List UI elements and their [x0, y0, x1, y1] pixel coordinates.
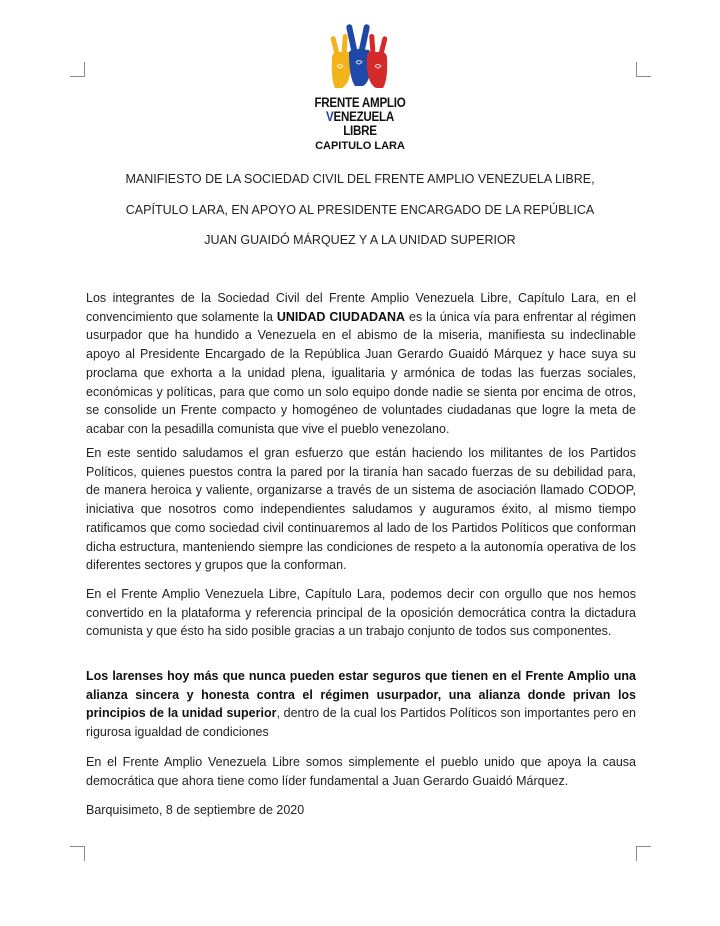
logo-line-2-rest: ENEZUELA LIBRE: [333, 109, 394, 138]
victory-hands-icon: [327, 22, 393, 92]
logo-line-2: [308, 110, 411, 138]
logo: [300, 22, 420, 153]
crop-mark-top-left: [70, 62, 85, 77]
paragraph-1-bold: UNIDAD CIUDADANA: [276, 309, 406, 324]
logo-line-1: FRENTE AMPLIO: [314, 95, 406, 110]
document-title-line-1: MANIFIESTO DE LA SOCIEDAD CIVIL DEL FRENTE AMPLIO VENEZUELA LIBRE,: [125, 172, 595, 186]
logo-line-3: CAPITULO LARA: [315, 140, 405, 152]
paragraph-1-text-a: Los integrantes de la Sociedad Civil del Frente Amplio Venezuela Libre, Capítulo Lara, en el convencimiento que solamente la: [86, 291, 636, 324]
paragraph-3: En el Frente Amplio Venezuela Libre, Capítulo Lara, podemos decir con orgullo que nos hemos convertido en la plataforma y referencia principal de la oposición democrática contra la dictadura comunista y que ésto ha sido posible gracias a un trabajo conjunto de todos sus componentes.: [86, 587, 636, 639]
paragraph-4-rest: , dentro de la cual los Partidos Políticos son importantes pero en rigurosa igualdad de condiciones: [86, 706, 636, 740]
paragraph-4-bold: Los larenses hoy más que nunca pueden estar seguros que tienen en el Frente Amplio una alianza sincera y honesta contra el régimen usurpador, una alianza donde privan los principios de la unidad superior: [86, 669, 636, 721]
paragraph-2: En este sentido saludamos el gran esfuerzo que están haciendo los militantes de los Partidos Políticos, quienes puestos contra la pared por la tiranía han sacado fuerzas de su debilidad para, de manera heroica y valiente, organizarse a través de un sistema de asociación llamado CODOP, iniciativa que nosotros como independientes saludamos y auguramos éxito, al mismo tiempo ratificamos que como sociedad civil continuaremos al lado de los Partidos Políticos que conforman dicha estructura, manteniendo siempre las condiciones de respeto a la autonomía operativa de los diferentes sectores y grupos que la conforman.: [86, 446, 636, 573]
paragraph-4: [86, 667, 636, 742]
crop-mark-bottom-right: [636, 846, 651, 861]
document-title-line-2: CAPÍTULO LARA, EN APOYO AL PRESIDENTE ENCARGADO DE LA REPÚBLICA: [125, 203, 595, 217]
document-title-line-3: JUAN GUAIDÓ MÁRQUEZ Y A LA UNIDAD SUPERIOR: [204, 233, 516, 247]
crop-mark-top-right: [636, 62, 651, 77]
date-line: Barquisimeto, 8 de septiembre de 2020: [86, 803, 305, 817]
paragraph-5: En el Frente Amplio Venezuela Libre somos simplemente el pueblo unido que apoya la causa democrática que ahora tiene como líder fundamental a Juan Gerardo Guaidó Márquez.: [86, 755, 636, 788]
crop-mark-bottom-left: [70, 846, 85, 861]
paragraph-1-text-b: es la única vía para enfrentar al régimen usurpador que ha hundido a Venezuela en el abismo de la miseria, manifiesta su indeclinable apoyo al Presidente Encargado de la República Juan Gerardo Guaidó Márquez y hace suya su proclama que exhorta a la unidad plena, igualitaria y armónica de todas las fuerzas sociales, económicas y políticas, para que como un solo equipo donde nadie se sienta por encima de otros, se consolide un Frente compacto y homogéneo de voluntades ciudadanas que logre la meta de acabar con la pesadilla comunista que vive el pueblo venezolano.: [86, 309, 636, 436]
paragraph-1: [86, 289, 636, 439]
logo-v-letter: V: [325, 109, 334, 124]
